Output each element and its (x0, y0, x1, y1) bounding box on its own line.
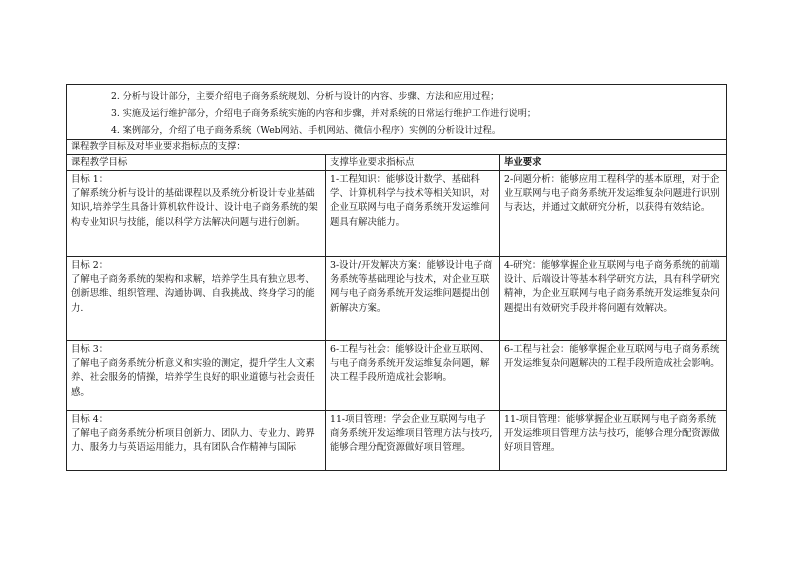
requirement-cell: 4-研究：能够掌握企业互联网与电子商务系统的前端设计、后端设计等基本科学研究方法，具有科学研究精神，为企业互联网与电子商务系统开发运维复杂问题提出有效研究手段并将问题有效解决。 (504, 260, 720, 314)
course-goals-table (66, 84, 727, 471)
table-row (67, 257, 726, 341)
indicator-cell: 11-项目管理：学会企业互联网与电子商务系统开发运维项目管理方法与技巧,能够合理分配资源做好项目管理。 (326, 411, 500, 470)
table-row (67, 411, 726, 470)
requirement-cell: 11-项目管理：能够掌握企业互联网与电子商务系统开发运维项目管理方法与技巧，能够合理分配资源做好项目管理。 (504, 414, 720, 454)
goal-text: 了解电子商务系统的架构和求解，培养学生具有独立思考、创新思维、组织管理、沟通协调、自我挑战、终身学习的能力. (71, 274, 315, 314)
section-title: 课程教学目标及对毕业要求指标点的支撑： (67, 140, 726, 155)
intro-line: 3. 实施及运行维护部分，介绍电子商务系统实施的内容和步骤，并对系统的日常运行维护工作进行说明； (111, 108, 537, 119)
course-content-intro (67, 85, 726, 140)
table-row (67, 341, 726, 411)
indicator-cell: 1-工程知识：能够设计数学、基础科学、计算机科学与技术等相关知识，对企业互联网与电子商务系统开发运维问题具有解决能力。 (326, 171, 500, 256)
goal-label: 目标 2： (71, 260, 109, 271)
header-requirement: 毕业要求 (504, 157, 542, 168)
goal-label: 目标 4： (71, 414, 109, 425)
goal-cell (67, 171, 326, 256)
goal-cell (67, 411, 326, 470)
requirement-cell: 2-问题分析：能够应用工程科学的基本原理，对于企业互联网与电子商务系统开发运维复杂问题进行识别与表达，并通过文献研究分析，以获得有效结论。 (504, 174, 720, 214)
table-row (67, 171, 726, 257)
header-goal: 课程教学目标 (67, 155, 326, 170)
goal-label: 目标 1： (71, 174, 109, 185)
intro-line: 4. 案例部分，介绍了电子商务系统（Web网站、手机网站、微信小程序）实例的分析设计过程。 (111, 125, 502, 136)
goal-text: 了解电子商务系统分析项目创新力、团队力、专业力、跨界力、服务力与英语运用能力，具有团队合作精神与国际 (71, 428, 315, 454)
goal-text: 了解电子商务系统分析意义和实验的测定，提升学生人文素养、社会服务的情操，培养学生良好的职业道德与社会责任感。 (71, 358, 315, 398)
intro-line: 2. 分析与设计部分，主要介绍电子商务系统规划、分析与设计的内容、步骤、方法和应用过程； (111, 91, 500, 102)
indicator-cell: 6-工程与社会：能够设计企业互联网、与电子商务系统开发运维复杂问题，解决工程手段所造成社会影响。 (326, 341, 500, 410)
indicator-cell: 3-设计/开发解决方案：能够设计电子商务系统等基础理论与技术，对企业互联网与电子商务系统开发运维问题提出创新解决方案。 (326, 257, 500, 340)
goal-cell (67, 257, 326, 340)
table-header-row (67, 155, 726, 171)
requirement-cell: 6-工程与社会：能够掌握企业互联网与电子商务系统开发运维复杂问题解决的工程手段所造成社会影响。 (504, 344, 720, 370)
header-indicator: 支撑毕业要求指标点 (326, 155, 500, 170)
goal-cell (67, 341, 326, 410)
goal-label: 目标 3： (71, 344, 109, 355)
goal-text: 了解系统分析与设计的基础课程以及系统分析设计专业基础知识,培养学生具备计算机软件设计、设计电子商务系统的架构专业知识与技能，能以科学方法解决问题与进行创新。 (71, 188, 318, 228)
